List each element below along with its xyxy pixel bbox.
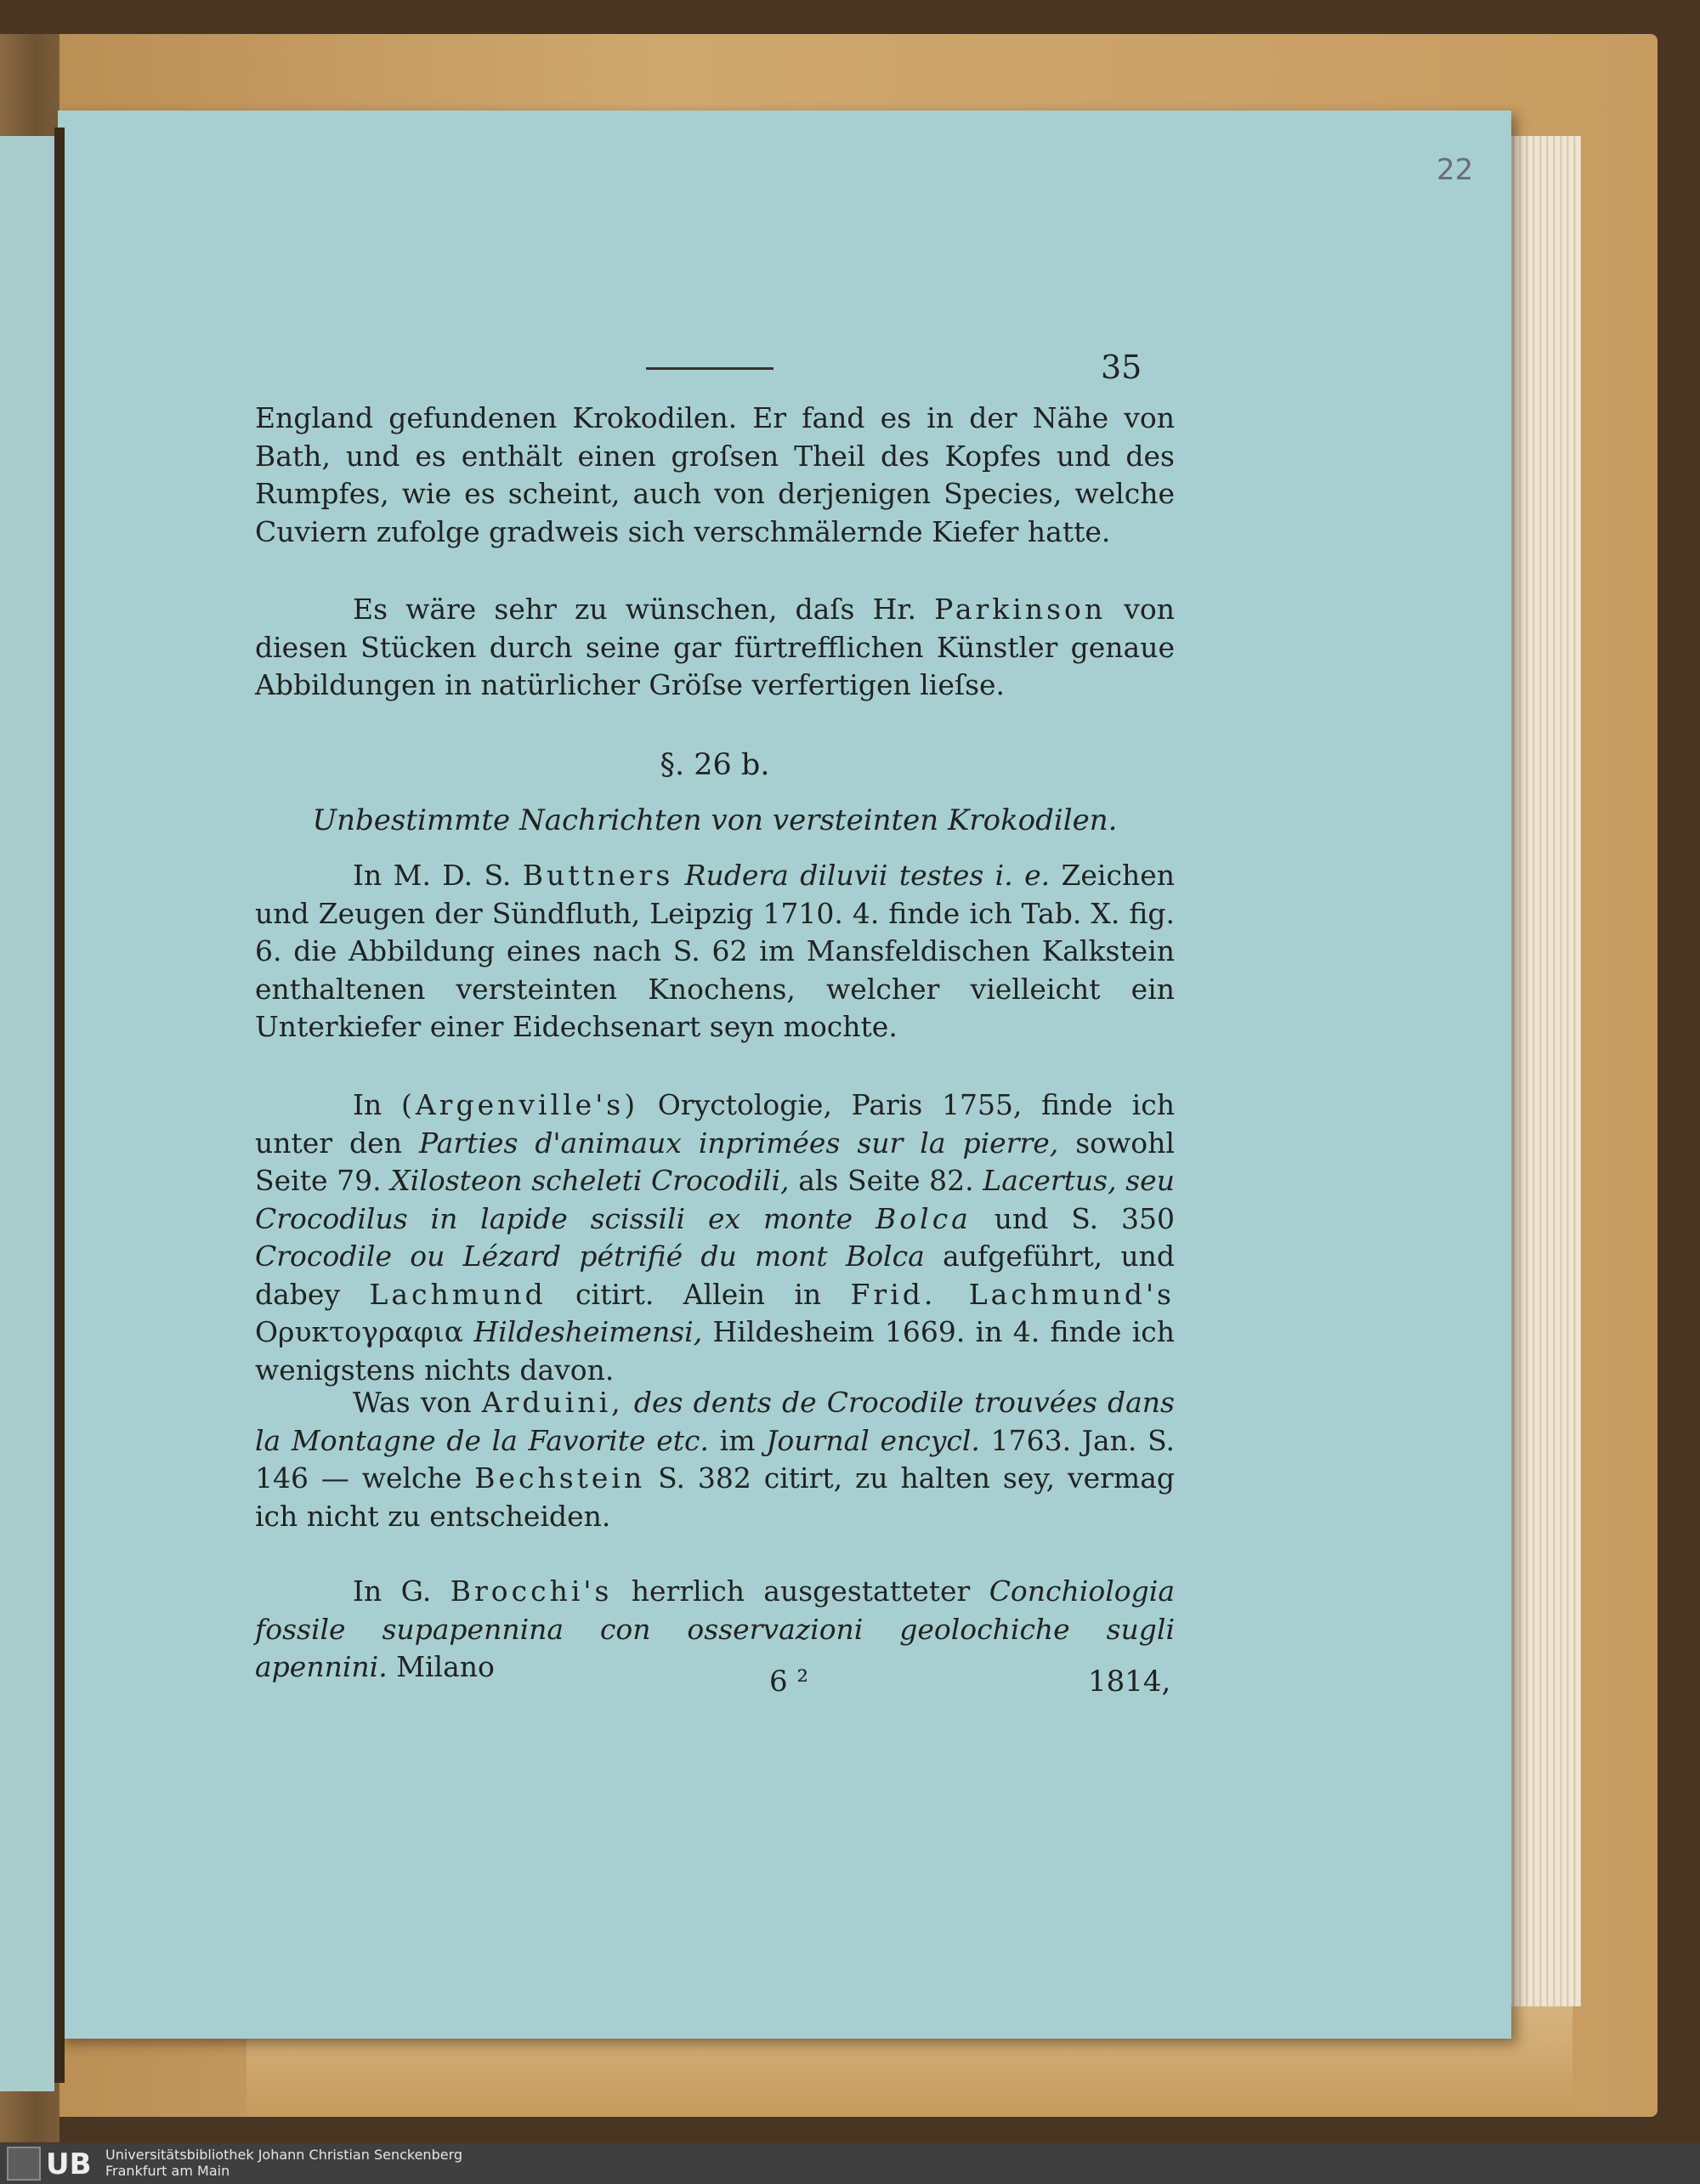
place-bolca: Bolca <box>876 1201 972 1235</box>
paragraph-3 <box>255 857 1175 1047</box>
paragraph-6 <box>255 1573 1175 1687</box>
greek-title: Ορυκτογραφια <box>255 1315 464 1348</box>
signature-mark: 6 ² <box>769 1665 809 1699</box>
book-gutter <box>54 128 65 2083</box>
library-name-line2: Frankfurt am Main <box>105 2163 230 2179</box>
para4-text-a: In <box>353 1088 382 1121</box>
library-logo-icon <box>7 2147 41 2181</box>
para4-text-c: sowohl Seite 79. <box>255 1126 1175 1197</box>
para4-italic-2: Xilosteon scheleti Crocodili, <box>390 1164 790 1197</box>
person-buttners: Buttners <box>522 859 674 892</box>
paragraph-5 <box>255 1384 1175 1535</box>
para5-italic-2: Journal encycl. <box>766 1423 980 1457</box>
para5-italic-1: des dents de Crocodile trouvées dans la Montagne de la Favorite etc. <box>255 1386 1175 1457</box>
section-title: Unbestimmte Nachrichten von versteinten Krokodilen. <box>312 803 1118 837</box>
para4-italic-3: Lacertus, seu Crocodilus in lapide scissili ex monte <box>255 1164 1175 1235</box>
para3-text-a: In M. D. S. <box>353 859 512 892</box>
para4-italic-1: Parties d'animaux inprimées sur la pierre, <box>418 1126 1059 1160</box>
para4-italic-5: Hildesheimensi, <box>473 1315 703 1348</box>
person-bechstein: Bechstein <box>474 1461 646 1495</box>
paragraph-1-text: England gefundenen Krokodilen. Er fand es in der Nähe von Bath, und es enthält einen groſsen Theil des Kopfes und des Rumpfes, wie es scheint, auch von derjenigen Species, welche Cuviern zufolge gradweis sich verschmälernde Kiefer hatte. <box>255 401 1175 548</box>
paragraph-4 <box>255 1086 1175 1389</box>
person-frid-lachmund: Frid. Lachmund's <box>850 1277 1175 1311</box>
person-argenville: (Argenville's) <box>400 1088 639 1121</box>
page-number: 35 <box>1101 349 1142 386</box>
para6-italic-1: Conchiologia fossile supapennina con osservazioni geolochiche sugli apennini. <box>255 1574 1175 1683</box>
para5-text-b: im <box>719 1423 756 1457</box>
para6-text-b: herrlich ausgestatteter <box>631 1574 971 1608</box>
library-logo-text: UB <box>46 2147 92 2181</box>
para4-text-d: als Seite 82. <box>798 1164 974 1197</box>
para4-text-b: Oryctologie, Paris 1755, finde ich unter den <box>255 1088 1175 1160</box>
person-parkinson: Parkinson <box>934 593 1107 626</box>
para5-text-a: Was von <box>353 1386 472 1419</box>
para5-text-c: 1763. Jan. S. 146 — welche <box>255 1423 1175 1495</box>
para4-text-e: und S. 350 <box>994 1201 1175 1235</box>
para3-text-b: Zeichen und Zeugen der Sündfluth, Leipzig 1710. 4. finde ich Tab. X. fig. 6. die Abbildung eines nach S. 62 im Mansfeldischen Kalkstein enthaltenen versteinten Knochens, welcher vielleicht ein Unterkiefer einer Eidechsenart seyn mochte. <box>255 859 1175 1043</box>
pencil-folio: 22 <box>1436 153 1474 187</box>
paragraph-1 <box>255 400 1175 551</box>
paragraph-2 <box>255 591 1175 705</box>
para2-text-b: von diesen Stücken durch seine gar fürtrefflichen Künstler genaue Abbildungen in natürlicher Gröſse verfertigen lieſse. <box>255 593 1175 701</box>
para2-text-a: Es wäre sehr zu wünschen, daſs Hr. <box>353 593 916 626</box>
facing-page-edge <box>0 136 54 2091</box>
book-title-rudera: Rudera diluvii testes i. e. <box>684 859 1051 892</box>
header-rule <box>646 367 774 370</box>
para6-text-c: Milano <box>396 1650 495 1683</box>
section-mark: §. 26 b. <box>660 748 770 782</box>
library-name-line1: Universitätsbibliothek Johann Christian Senckenberg <box>105 2147 463 2163</box>
para4-italic-4: Crocodile ou Lézard pétrifié du mont Bolca <box>255 1239 925 1273</box>
footer-bar <box>0 2143 1700 2184</box>
catchword: 1814, <box>1088 1665 1171 1699</box>
person-arduini: Arduini, <box>481 1386 624 1419</box>
person-lachmund: Lachmund <box>369 1277 547 1311</box>
para6-text-a: In G. <box>353 1574 432 1608</box>
para4-text-g: citirt. Allein in <box>575 1277 822 1311</box>
para4-text-h: Hildesheim 1669. in 4. finde ich wenigstens nichts davon. <box>255 1315 1175 1387</box>
person-brocchi: Brocchi's <box>450 1574 613 1608</box>
library-name <box>105 2147 462 2179</box>
para5-text-d: S. 382 citirt, zu halten sey, vermag ich nicht zu entscheiden. <box>255 1461 1175 1533</box>
para4-text-f: aufgeführt, und dabey <box>255 1239 1175 1311</box>
